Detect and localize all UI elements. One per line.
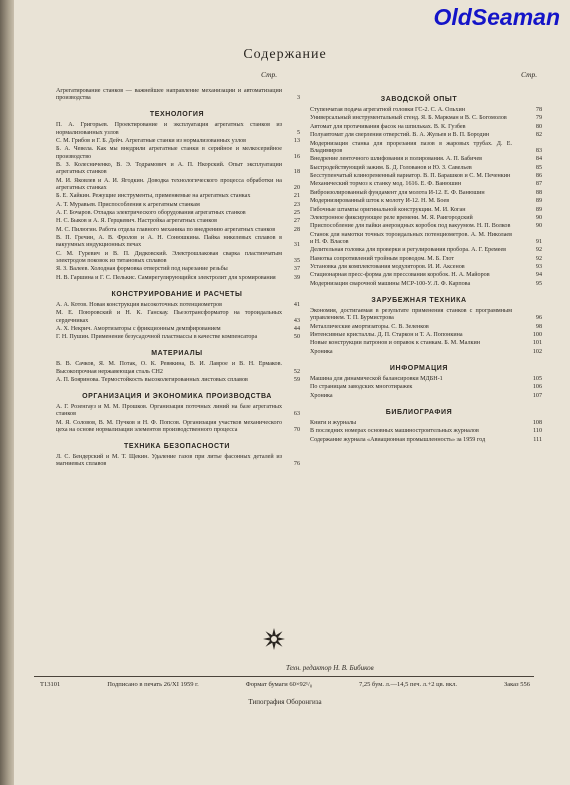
toc-entry-text: Н. С. Быков и А. Я. Герцкевич. Настройка агрегатных станков	[56, 218, 218, 225]
toc-entry	[310, 255, 542, 263]
toc-entry	[56, 310, 298, 324]
toc-entry	[310, 189, 542, 197]
toc-entry-page: 5	[296, 129, 300, 136]
toc-entry-text: Модернизация станка для прорезания пазов в жаровых трубах. Д. Е. Владимиров	[310, 140, 512, 154]
toc-entry-page: 111	[533, 436, 542, 443]
toc-entry	[310, 348, 542, 356]
toc-entry	[56, 227, 298, 234]
toc-entry	[310, 419, 542, 427]
toc-entry	[56, 251, 298, 265]
toc-entry-page: 90	[535, 223, 542, 230]
toc-entry-text: Станок для намотки точных тороидальных потенциометров. А. М. Николаев и Н. Ф. Власов	[310, 231, 512, 245]
toc-entry	[310, 214, 542, 222]
toc-entry	[56, 218, 298, 225]
toc-entry	[56, 420, 298, 434]
toc-entry-page: 82	[535, 132, 542, 139]
toc-entry	[310, 264, 542, 271]
section-heading: ЗАВОДСКОЙ ОПЫТ	[380, 96, 458, 103]
toc-entry-intro	[56, 88, 298, 102]
toc-entry-text: Электронное фиксирующее реле времени. М. Я. Раигородский	[310, 214, 473, 221]
toc-entry	[310, 132, 542, 139]
toc-entry-page: 92	[535, 247, 542, 254]
toc-entry-text: Намотка сопротивлений тройным проводом. М. Б. Глот	[310, 255, 455, 262]
toc-entry	[310, 308, 542, 322]
toc-entry	[310, 223, 542, 230]
toc-entry-page: 106	[532, 384, 542, 391]
toc-entry-text: В. В. Сачков, Я. М. Потак, О. К. Ревякина, В. И. Лаврое и В. Н. Ермаков. Высокопрочная нержавеющая сталь СН2	[56, 361, 282, 375]
toc-entry-page: 110	[533, 428, 542, 435]
toc-entry	[310, 107, 542, 114]
toc-entry	[310, 206, 542, 214]
toc-entry-page: 87	[535, 181, 542, 188]
toc-entry	[56, 404, 298, 418]
toc-entry-page: 96	[535, 315, 542, 322]
toc-entry-page: 44	[293, 325, 300, 332]
toc-entry-text: В последних номерах основных машиностроительных журналов	[310, 428, 479, 435]
toc-entry-text: Новые конструкции патронов и оправок к станкам. Б. М. Малкин	[310, 340, 480, 347]
toc-entry-text: П. А. Григорьев. Проектирование и эксплуатация агрегатных станков из нормализованных узлов	[56, 122, 282, 136]
toc-entry	[56, 334, 298, 341]
toc-entry-page: 91	[535, 238, 542, 245]
toc-entry-text: М. И. Яковлев и А. И. Ягодкин. Доводка технологического процесса обработки на агрегатных станках	[56, 177, 282, 191]
toc-entry-page: 94	[535, 272, 542, 279]
section-heading: ТЕХНИКА БЕЗОПАСНОСТИ	[123, 443, 231, 451]
page-title: Содержание	[243, 47, 327, 62]
section-heading: МАТЕРИАЛЫ	[151, 350, 203, 358]
toc-entry-page: 92	[535, 255, 542, 262]
toc-left-column	[56, 88, 298, 470]
toc-entry	[310, 323, 542, 331]
toc-entry-page: 105	[532, 376, 542, 382]
section-heading: КОНСТРУИРОВАНИЕ И РАСЧЕТЫ	[111, 290, 243, 298]
imprint-format: Формат бумаги 60×92¹/₈	[245, 681, 313, 688]
toc-entry-page: 78	[535, 107, 542, 113]
section-heading: ЗАРУБЕЖНАЯ ТЕХНИКА	[371, 297, 467, 305]
toc-entry-text: Модернизация сварочной машины МСР-100-У. Л. Ф. Карпова	[310, 280, 471, 287]
toc-entry-text: Механический тормоз к станку мод. 1616. Е. Ф. Ванюшин	[310, 181, 462, 188]
toc-entry	[56, 202, 298, 209]
toc-entry	[56, 122, 298, 136]
toc-entry	[56, 178, 298, 192]
toc-entry-page: 13	[293, 138, 300, 144]
toc-entry-page: 86	[535, 172, 542, 179]
toc-entry-text: Г. Н. Пушин. Применение безусадочной пластмассы в качестве компенсатора	[56, 334, 258, 341]
toc-entry-page: 28	[293, 226, 300, 233]
toc-entry-text: Стационарная пресс-форма для прессования коробок. Н. А. Майоров	[310, 272, 490, 279]
star-ornament-icon	[262, 627, 286, 651]
toc-entry	[56, 275, 298, 282]
toc-entry-text: В. З. Колесниченко, В. Э. Тодрамович и А. П. Нкорский. Опыт эксплуатации агрегатных станков	[56, 161, 282, 176]
section-heading: ТЕХНОЛОГИЯ	[149, 111, 205, 119]
toc-entry-page: 70	[293, 427, 300, 434]
toc-entry	[310, 272, 542, 279]
toc-entry	[310, 198, 542, 205]
toc-entry-page: 107	[532, 392, 542, 399]
toc-entry	[310, 231, 542, 246]
toc-entry-page: 90	[535, 214, 542, 221]
toc-entry-page: 76	[293, 461, 300, 468]
toc-entry-text: Содержание журнала «Авиационная промышленность» за 1959 год	[310, 436, 486, 443]
toc-entry-text: Универсальный инструментальный стенд. Я. Б. Маркман и В. С. Богомолов	[310, 115, 507, 122]
toc-entry-page: 101	[532, 340, 542, 347]
toc-entry	[310, 140, 542, 155]
toc-entry-text: Металлические амортизаторы. С. В. Зеленков	[310, 323, 429, 330]
toc-entry	[56, 138, 298, 145]
toc-entry-page: 108	[532, 419, 542, 426]
toc-entry	[56, 146, 298, 160]
toc-entry-text: Агрегатирование станков — важнейшее направление механизации и автоматизации производства	[56, 88, 282, 102]
toc-entry-text: Полуавтомат для сверления отверстий. В. А. Жульев и В. П. Бородин	[310, 132, 490, 139]
toc-entry-page: 43	[293, 317, 300, 324]
toc-entry-text: Установка для комплектования модуляторов. И. И. Аксенов	[310, 264, 465, 271]
toc-entry-text: Модернизированный шток к молоту И-12. Н. М. Боев	[310, 198, 450, 205]
toc-entry	[56, 193, 298, 200]
toc-entry-text: Машина для динамической балансировки МДБН-1	[310, 376, 443, 382]
toc-entry-page: 89	[535, 206, 542, 213]
toc-entry-page: 83	[535, 147, 542, 154]
toc-entry	[56, 377, 298, 384]
section-heading: БИБЛИОГРАФИЯ	[385, 408, 453, 416]
imprint-divider	[34, 676, 534, 677]
tech-editor: Техн. редактор Н. В. Бибиков	[286, 664, 374, 672]
toc-entry	[310, 392, 542, 400]
toc-entry-page: 52	[293, 368, 300, 375]
toc-entry-page: 18	[293, 169, 300, 176]
toc-entry-text: С. М. Грибов и Г. Б. Дейч. Агрегатные станки из нормализованных узлов	[56, 138, 247, 144]
toc-entry	[56, 266, 298, 273]
page-label-right: Стр.	[521, 70, 538, 79]
toc-entry-page: 79	[535, 115, 542, 122]
toc-entry	[56, 361, 298, 375]
toc-entry	[310, 376, 542, 383]
toc-entry-text: Гибочные штампы оригинальной конструкции. М. И. Коган	[310, 206, 466, 213]
section-heading: ОРГАНИЗАЦИЯ И ЭКОНОМИКА ПРОИЗВОДСТВА	[82, 393, 272, 401]
toc-entry-page: 59	[293, 377, 300, 384]
toc-entry-text: А. Х. Некрич. Амортизаторы с фрикционным демпфированием	[56, 325, 221, 332]
right-sections	[310, 96, 542, 444]
toc-entry	[310, 164, 542, 172]
toc-entry	[310, 156, 542, 163]
toc-entry-page: 31	[293, 242, 300, 249]
toc-entry-page: 25	[293, 209, 300, 216]
toc-entry-text: Л. С. Бендерский и М. Т. Щекин. Удаление газов при литье фасонных деталей из магниевых сплавов	[56, 454, 282, 468]
toc-entry-page: 63	[293, 411, 300, 418]
toc-entry	[310, 436, 542, 444]
toc-entry-text: Н. В. Гаршина и Г. С. Пелькис. Самирегулирующийся электролит для хромирования	[56, 274, 276, 281]
toc-entry-text: А. А. Котов. Новая конструкция высокоточных потенциометров	[56, 301, 223, 308]
toc-entry	[56, 302, 298, 309]
imprint-volume: 7,25 бум. л.—14,5 печ. л.+2 цв. вкл.	[359, 681, 458, 688]
toc-entry-text: Экономия, достигаемая в результате применения станков с программным управлением. Т. П. Бурмистрова	[310, 308, 512, 322]
toc-entry-page: 102	[532, 348, 542, 355]
toc-entry-text: Книги и журналы	[310, 419, 357, 426]
watermark: OldSeaman	[433, 4, 560, 30]
toc-entry	[56, 235, 298, 249]
imprint-line	[40, 681, 530, 688]
toc-entry-page: 93	[535, 264, 542, 271]
left-sections	[56, 111, 298, 468]
typography-name: Типография Оборонгиза	[248, 698, 322, 706]
toc-entry-text: А. Г. Бочаров. Отладка электрического оборудования агрегатных станков	[56, 209, 246, 216]
toc-entry-text: Делительная головка для проверки и регулирования пробора. А. Г. Еремеев	[310, 247, 507, 254]
toc-entry-page: 16	[293, 153, 300, 160]
toc-entry-text: Интенсивные кристаллы. Д. П. Старкон и Т. А. Попонкина	[310, 332, 463, 339]
toc-entry-text: А. П. Бояринова. Термостойкость высоколегированных листовых сплавов	[56, 377, 248, 384]
toc-entry-text: А. Т. Муравьев. Приспособления к агрегатным станкам	[56, 201, 200, 208]
imprint-code: Т13101	[40, 681, 61, 688]
toc-entry-text: Хроника	[310, 348, 333, 355]
toc-entry-text: Б. Е. Хайкин. Режущие инструменты, применяемые на агрегатных станках	[56, 193, 251, 200]
toc-entry-page: 95	[535, 280, 542, 287]
toc-entry-text: По страницам заводских многотиражек	[310, 384, 413, 391]
toc-entry	[310, 280, 542, 288]
toc-entry-text: Бесступенчатый клиноременный вариатор. В. П. Барашков и С. М. Печенкин	[310, 172, 511, 179]
toc-right-column	[310, 88, 542, 445]
toc-entry-text: Б. А. Чевела. Как мы внедрили агрегатные станки в серийное и мелкосерийное производство	[56, 146, 282, 160]
toc-entry-text: В. П. Гречин, А. В. Фролов и А. Н. Сонюшкина. Пайка никелевых сплавов в вакуумных индукционных печах	[56, 235, 282, 249]
toc-entry-page: 27	[293, 218, 300, 225]
toc-entry-page: 20	[293, 184, 300, 191]
toc-entry	[56, 326, 298, 333]
toc-entry-page: 80	[535, 123, 542, 130]
toc-entry-page: 41	[293, 301, 300, 308]
toc-entry	[310, 428, 542, 435]
toc-entry	[310, 123, 542, 131]
toc-entry-text: А. Г. Розенгауз и М. М. Прошков. Организация поточных линий на базе агрегатных станков	[56, 404, 282, 418]
toc-entry	[310, 384, 542, 391]
toc-entry-text: Я. З. Валеев. Холодная формовка отверстий под нарезание резьбы	[56, 266, 228, 273]
toc-entry-page: 84	[535, 156, 542, 163]
toc-entry-page: 23	[293, 201, 300, 208]
toc-entry	[310, 247, 542, 254]
toc-entry-page: 39	[293, 274, 300, 281]
imprint-order: Заказ 556	[503, 681, 530, 688]
toc-entry-page: 85	[535, 164, 542, 171]
toc-entry-text: Хроника	[310, 392, 333, 399]
toc-entry-page: 50	[293, 334, 300, 341]
toc-entry	[310, 332, 542, 339]
toc-entry	[56, 210, 298, 217]
toc-entry	[310, 115, 542, 122]
toc-entry-page: 88	[535, 189, 542, 196]
toc-entry-page: 37	[293, 266, 300, 273]
toc-entry-page: 21	[293, 193, 300, 200]
toc-entry-page: 3	[296, 95, 300, 102]
toc-entry-text: Быстродействующий зажим. Б. Д. Голованов и Ю. З. Савельев	[310, 164, 472, 171]
toc-entry	[310, 181, 542, 188]
toc-entry-text: Внедрение ленточного шлифования и полирования. А. П. Бабичев	[310, 156, 483, 163]
toc-entry-text: Автомат для протачивания фасок на шпильках. В. К. Гузбев	[310, 123, 466, 130]
toc-entry	[56, 162, 298, 176]
toc-entry-text: М. Я. Соловов, В. М. Пучков и Н. Ф. Попсов. Организация участков механического цеха на основе нормализации элементов производственного процесса	[56, 419, 282, 434]
toc-entry	[56, 454, 298, 468]
toc-entry-text: Приспособление для пайки анероидных коробок под вакуумом. Н. П. Волков	[310, 223, 511, 230]
imprint-signed: Подписано в печать 26/XI 1959 г.	[107, 681, 199, 688]
section-heading: ИНФОРМАЦИЯ	[389, 365, 449, 372]
toc-entry	[310, 172, 542, 180]
toc-entry	[310, 340, 542, 347]
toc-entry-page: 35	[293, 257, 300, 264]
toc-entry-text: Ступенчатая подача агрегатной головки ГС-2. С. А. Ольхин	[310, 107, 465, 113]
toc-entry-text: С. М. Гуревич и В. П. Дидковский. Электрошлаковая сварка пластинчатым электродом поковок из титановых сплавов	[56, 250, 282, 264]
toc-entry-text: М. С. Пилюгин. Работа отдела главного механика по внедрению агрегатных станков	[56, 226, 276, 233]
toc-entry-text: Виброизолированный фундамент для молота И-12. Е. Ф. Ванюшин	[310, 189, 485, 196]
page-label-left: Стр.	[261, 70, 278, 79]
toc-entry-text: М. Е. Поюровский и Н. К. Ганскау. Пьезотрансформатор на тороидальных сердечниках	[56, 310, 282, 324]
toc-entry-page: 98	[535, 323, 542, 330]
toc-entry-page: 100	[532, 332, 542, 339]
book-spine	[0, 0, 14, 785]
toc-entry-page: 89	[535, 198, 542, 205]
